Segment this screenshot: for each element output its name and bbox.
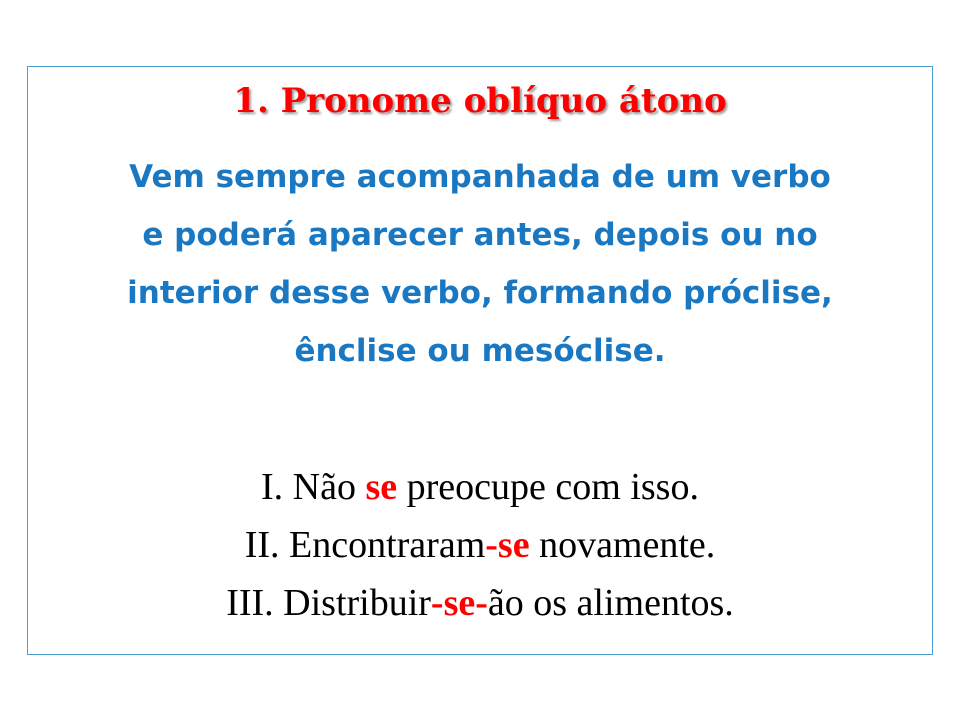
example-2-pronoun: -se — [485, 524, 530, 566]
explanation-line-1: Vem sempre acompanhada de um verbo — [129, 159, 831, 195]
example-2 — [0, 516, 960, 574]
examples-list — [0, 458, 960, 632]
example-3-pronoun: -se- — [430, 582, 488, 624]
example-3-before: III. Distribuir — [226, 582, 431, 624]
example-1 — [0, 458, 960, 516]
example-3-after: ão os alimentos. — [487, 582, 734, 624]
example-1-after: preocupe com isso. — [397, 466, 699, 508]
explanation-line-4: ênclise ou mesóclise. — [294, 333, 666, 369]
example-3 — [0, 574, 960, 632]
explanation-line-3: interior desse verbo, formando próclise, — [127, 275, 833, 311]
example-1-before: I. Não — [261, 466, 366, 508]
example-2-after: novamente. — [529, 524, 716, 566]
example-1-pronoun: se — [365, 466, 398, 508]
explanation-line-2: e poderá aparecer antes, depois ou no — [142, 217, 818, 253]
explanation-paragraph — [40, 148, 920, 380]
slide-heading: 1. Pronome oblíquo átono — [233, 81, 727, 121]
example-2-before: II. Encontraram — [244, 524, 486, 566]
